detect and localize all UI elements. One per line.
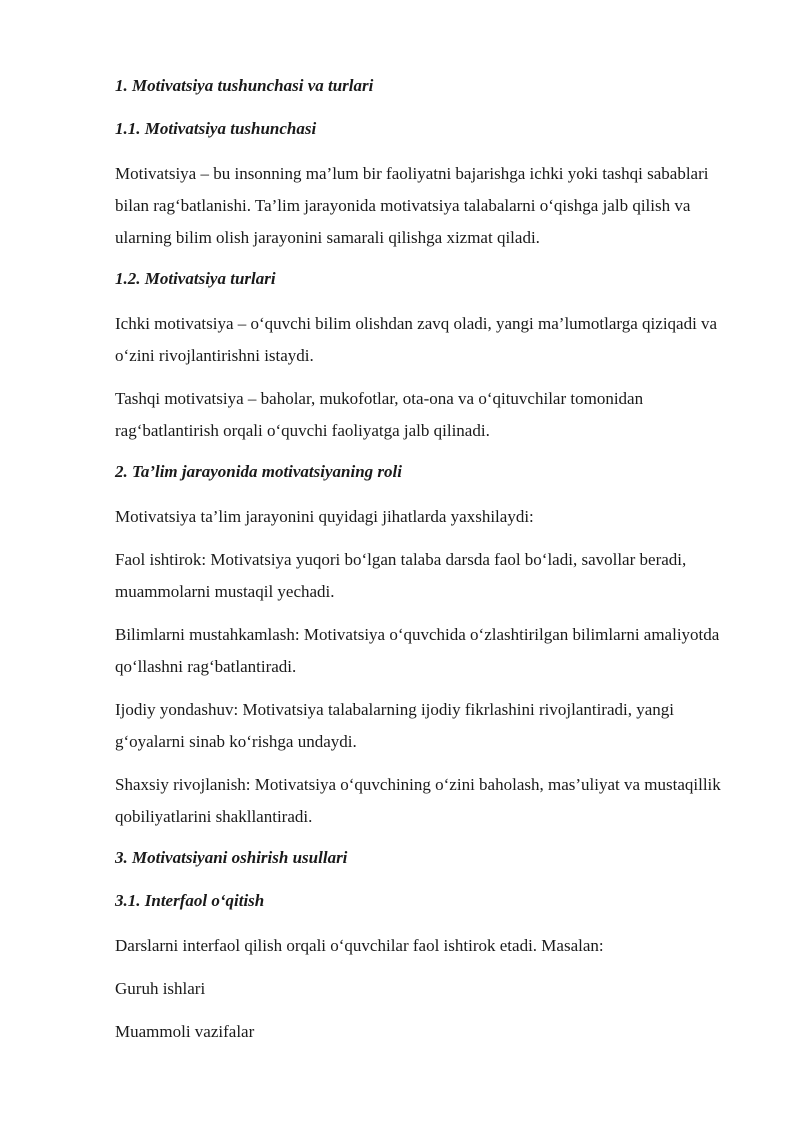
section-heading: 1. Motivatsiya tushunchasi va turlari (115, 76, 374, 95)
paragraph: Motivatsiya ta’lim jarayonini quyidagi jihatlarda yaxshilaydi: (115, 507, 534, 526)
list-item: Muammoli vazifalar (115, 1022, 255, 1041)
list-item: Guruh ishlari (115, 979, 206, 998)
paragraph: Darslarni interfaol qilish orqali o‘quvchilar faol ishtirok etadi. Masalan: (115, 936, 604, 955)
subsection-heading: 3.1. Interfaol o‘qitish (115, 891, 265, 910)
document-page (115, 72, 740, 1059)
paragraph: Shaxsiy rivojlanish: Motivatsiya o‘quvchining o‘zini baholash, mas’uliyat va mustaqillik qobiliyatlarini shakllantiradi. (115, 775, 721, 826)
subsection-heading: 1.1. Motivatsiya tushunchasi (115, 119, 317, 138)
paragraph: Motivatsiya – bu insonning ma’lum bir faoliyatni bajarishga ichki yoki tashqi sabablari bilan rag‘batlanishi. Ta’lim jarayonida motivatsiya talabalarni o‘qishga jalb qilish va ularning bilim olish jarayonini samarali qilishga xizmat qiladi. (115, 164, 709, 247)
paragraph: Ijodiy yondashuv: Motivatsiya talabalarning ijodiy fikrlashini rivojlantiradi, yangi g‘oyalarni sinab ko‘rishga undaydi. (115, 700, 675, 751)
paragraph: Faol ishtirok: Motivatsiya yuqori bo‘lgan talaba darsda faol bo‘ladi, savollar beradi, muammolarni mustaqil yechadi. (115, 550, 687, 601)
paragraph: Ichki motivatsiya – o‘quvchi bilim olishdan zavq oladi, yangi ma’lumotlarga qiziqadi va o‘zini rivojlantirishni istaydi. (115, 314, 718, 365)
section-heading: 2. Ta’lim jarayonida motivatsiyaning roli (115, 462, 402, 481)
paragraph: Tashqi motivatsiya – baholar, mukofotlar, ota-ona va o‘qituvchilar tomonidan rag‘batlantirish orqali o‘quvchi faoliyatga jalb qilinadi. (115, 389, 644, 440)
paragraph: Bilimlarni mustahkamlash: Motivatsiya o‘quvchida o‘zlashtirilgan bilimlarni amaliyotda qo‘llashni rag‘batlantiradi. (115, 625, 720, 676)
section-heading: 3. Motivatsiyani oshirish usullari (115, 848, 348, 867)
subsection-heading: 1.2. Motivatsiya turlari (115, 269, 276, 288)
